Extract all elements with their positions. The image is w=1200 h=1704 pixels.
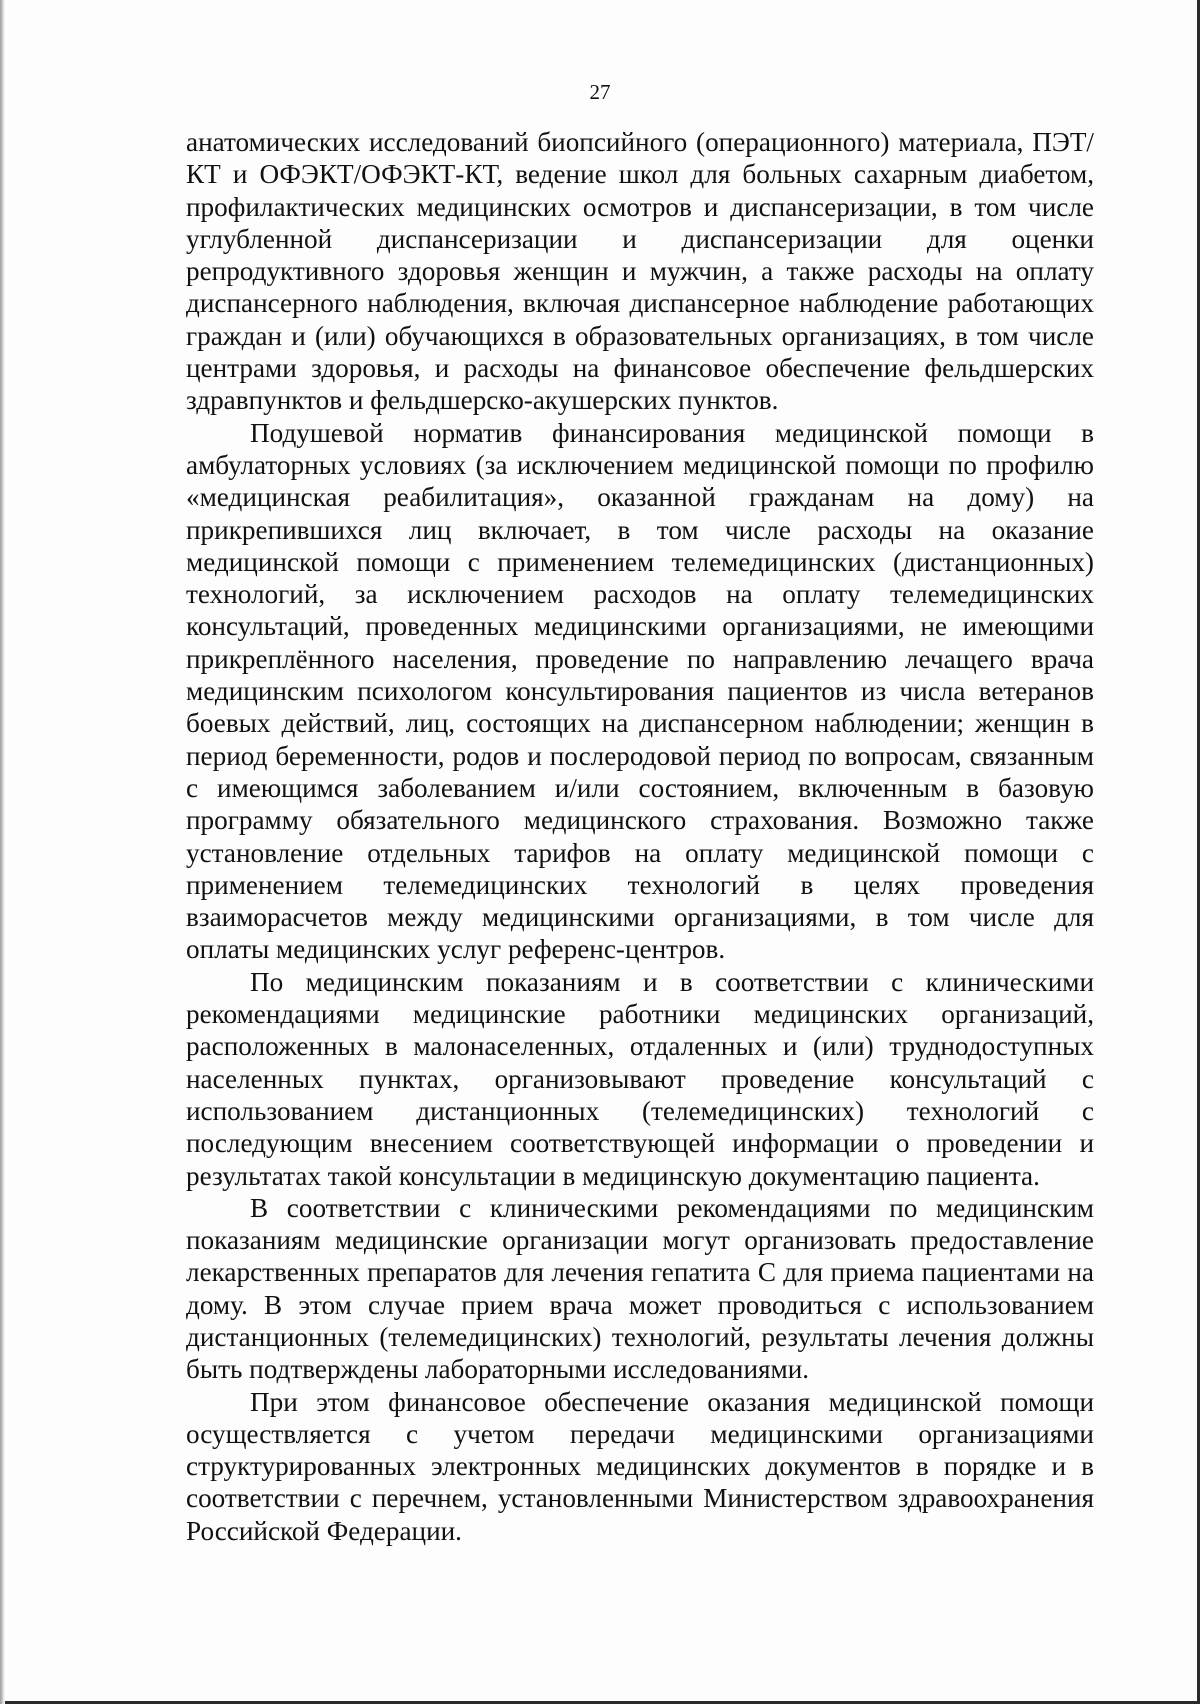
document-body bbox=[186, 126, 1094, 1547]
paragraph-remote-consultations: По медицинским показаниям и в соответствии с клиническими рекомендациями медицинские работники медицинских организаций, расположенных в малонаселенных, отдаленных и (или) труднодоступных населенных пунктах, организовывают проведение консультаций с использованием дистанционных (телемедицинских) технологий с последующим внесением соответствующей информации о проведении и результатах такой консультации в медицинскую документацию пациента. bbox=[186, 966, 1094, 1191]
paragraph-financial-support: При этом финансовое обеспечение оказания медицинской помощи осуществляется с учетом передачи медицинскими организациями структурированных электронных медицинских документов в порядке и в соответствии с перечнем, установленными Министерством здравоохранения Российской Федерации. bbox=[186, 1386, 1094, 1546]
paragraph-hepatitis-c: В соответствии с клиническими рекомендациями по медицинским показаниям медицинские организации могут организовать предоставление лекарственных препаратов для лечения гепатита С для приема пациентами на дому. В этом случае прием врача может проводиться с использованием дистанционных (телемедицинских) технологий, результаты лечения должны быть подтверждены лабораторными исследованиями. bbox=[186, 1192, 1094, 1385]
paragraph-per-capita-standard: Подушевой норматив финансирования медицинской помощи в амбулаторных условиях (за исключением медицинской помощи по профилю «медицинская реабилитация», оказанной гражданам на дому) на прикрепившихся лиц включает, в том числе расходы на оказание медицинской помощи с применением телемедицинских (дистанционных) технологий, за исключением расходов на оплату телемедицинских консультаций, проведенных медицинскими организациями, не имеющими прикреплённого населения, проведение по направлению лечащего врача медицинским психологом консультирования пациентов из числа ветеранов боевых действий, лиц, состоящих на диспансерном наблюдении; женщин в период беременности, родов и послеродовой период по вопросам, связанным с имеющимся заболеванием и/или состоянием, включенным в базовую программу обязательного медицинского страхования. Возможно также установление отдельных тарифов на оплату медицинской помощи с применением телемедицинских технологий в целях проведения взаиморасчетов между медицинскими организациями, в том числе для оплаты медицинских услуг референс-центров. bbox=[186, 417, 1094, 965]
paragraph-continuation: анатомических исследований биопсийного (операционного) материала, ПЭТ/КТ и ОФЭКТ/ОФЭКТ-КТ, ведение школ для больных сахарным диабетом, профилактических медицинских осмотров и диспансеризации, в том числе углубленной диспансеризации и диспансеризации для оценки репродуктивного здоровья женщин и мужчин, а также расходы на оплату диспансерного наблюдения, включая диспансерное наблюдение работающих граждан и (или) обучающихся в образовательных организациях, в том числе центрами здоровья, и расходы на финансовое обеспечение фельдшерских здравпунктов и фельдшерско-акушерских пунктов. bbox=[186, 127, 1094, 416]
scan-edge bbox=[0, 0, 5, 1704]
page-number: 27 bbox=[589, 80, 611, 104]
